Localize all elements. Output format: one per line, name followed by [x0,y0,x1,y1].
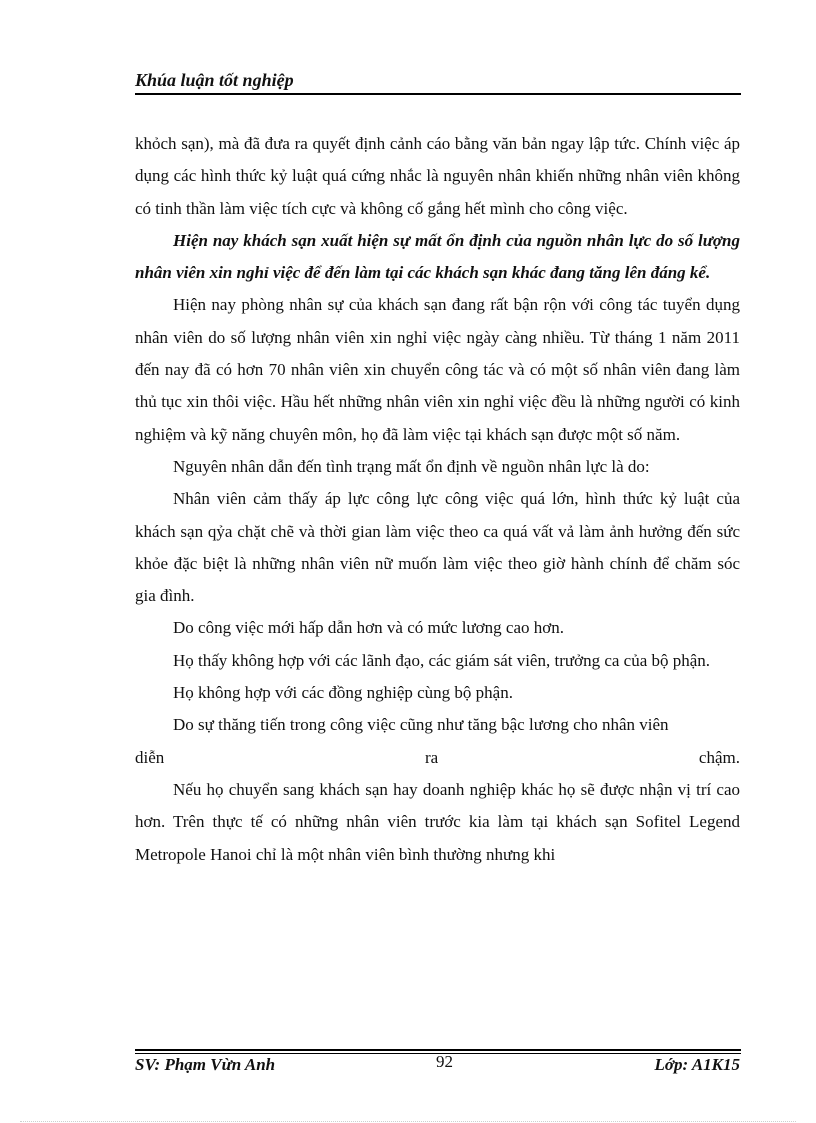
header-divider [135,93,741,95]
paragraph: Nguyên nhân dẫn đến tình trạng mất ổn định về nguồn nhân lực là do: [173,456,650,476]
footer-class-label: Lớp: A1K15 [654,1055,740,1074]
page-bottom-dotted-border [20,1121,796,1122]
paragraph: Hiện nay phòng nhân sự của khách sạn đang rất bận rộn với công tác tuyển dụng nhân viên do số lượng nhân viên xin nghỉ việc ngày càng nhiều. Từ tháng 1 năm 2011 đến nay đã có hơn 70 nhân viên xin chuyển công tác và có một số nhân viên đang làm thủ tục xin thôi việc. Hầu hết những nhân viên xin nghỉ việc đều là những người có kinh nghiệm và kỹ năng chuyên môn, họ đã làm việc tại khách sạn được một số năm. [135,295,740,444]
paragraph-continuation: khỏch sạn), mà đã đưa ra quyết định cảnh cáo bằng văn bản ngay lập tức. Chính việc áp dụng các hình thức kỷ luật quá cứng nhắc là nguyên nhân khiến những nhân viên không có tinh thần làm việc tích cực và không cố gắng hết mình cho công việc. [135,134,740,218]
paragraph: Nếu họ chuyển sang khách sạn hay doanh nghiệp khác họ sẽ được nhận vị trí cao hơn. Trên thực tế có những nhân viên trước kia làm tại khách sạn Sofitel Legend Metropole Hanoi chỉ là một nhân viên bình thường nhưng khi [135,779,740,864]
paragraph-emphasis: Hiện nay khách sạn xuất hiện sự mất ổn định của nguồn nhân lực do số lượng nhân viên xin nghỉ việc để đến làm tại các khách sạn khác đang tăng lên đáng kể. [135,230,740,283]
paragraph: Họ không hợp với các đồng nghiệp cùng bộ phận. [173,683,513,703]
paragraph: Do công việc mới hấp dẫn hơn và có mức lương cao hơn. [173,618,564,638]
footer-divider-thick [135,1049,741,1051]
page-header-title: Khúa luận tốt nghiệp [135,70,294,90]
paragraph: Do sự thăng tiến trong công việc cũng như tăng bậc lương cho nhân viên [173,715,669,735]
paragraph-spread-line: diễn ra chậm. [135,747,740,767]
page-number: 92 [436,1052,453,1071]
footer-student-name: SV: Phạm Vừn Anh [135,1055,276,1074]
paragraph: Họ thấy không hợp với các lãnh đạo, các giám sát viên, trưởng ca của bộ phận. [173,650,711,670]
paragraph: Nhân viên cảm thấy áp lực công lực công việc quá lớn, hình thức kỷ luật của khách sạn qỷa chặt chẽ và thời gian làm việc theo ca quá vất vả làm ảnh hưởng đến sức khỏe đặc biệt là những nhân viên nữ muốn làm việc theo giờ hành chính để chăm sóc gia đình. [135,489,740,606]
document-body [135,128,740,871]
